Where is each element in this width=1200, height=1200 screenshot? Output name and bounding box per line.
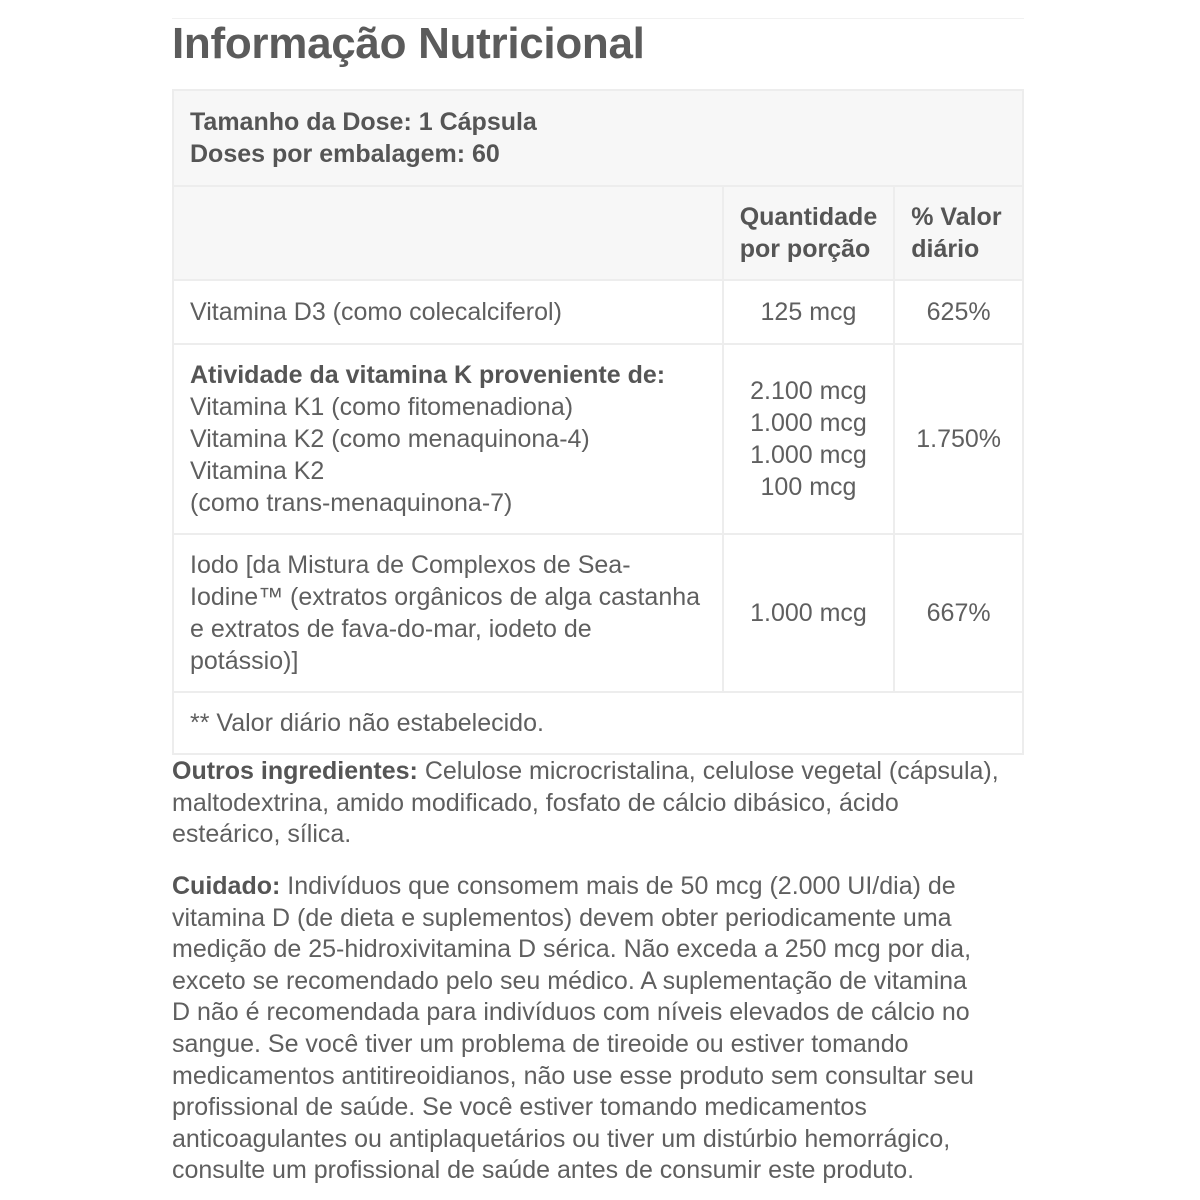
caution-text: anticoagulantes ou antiplaquetários ou tiver um distúrbio hemorrágico, [172,1124,951,1153]
nutrient-daily-value: 667% [894,534,1023,692]
nutrient-daily-value: 1.750% [894,344,1023,534]
caution-text: Indivíduos que consomem mais de 50 mcg (2.000 UI/dia) de [280,872,956,900]
header-daily-value [894,186,1023,280]
nutrient-line: Iodo [da Mistura de Complexos de Sea- [190,551,631,579]
nutrient-line: Iodine™ (extratos orgânicos de alga castanha [190,583,701,611]
nutrient-line: potássio)] [190,647,299,675]
nutrient-daily-value: 625% [894,280,1023,344]
footnote: ** Valor diário não estabelecido. [173,692,1023,754]
caution-text: consulte um profissional de saúde antes de consumir este produto. [172,1156,915,1185]
nutrient-line: Vitamina K2 (como menaquinona-4) [190,425,590,453]
nutrient-name: Vitamina D3 (como colecalciferol) [173,280,723,344]
nutrition-facts-table [172,89,1024,755]
table-footnote-row [173,692,1023,754]
nutrient-line: Vitamina K2 [190,457,325,485]
header-daily-value-line-2: diário [911,235,980,263]
table-header-row [173,186,1023,280]
nutrient-group-heading: Atividade da vitamina K proveniente de: [190,361,666,389]
nutrient-line: e extratos de fava-do-mar, iodeto de [190,615,592,643]
other-ingredients-text: esteárico, sílica. [172,820,352,849]
caution-label: Cuidado: [172,872,281,900]
header-quantity-line-1: Quantidade [739,203,878,231]
nutrient-line: Vitamina K1 (como fitomenadiona) [190,393,574,421]
page-title: Informação Nutricional [172,19,645,68]
quantity-line: 2.100 mcg [750,377,867,405]
header-daily-value-line-1: % Valor [911,203,1002,231]
caution-text: profissional de saúde. Se você estiver tomando medicamentos [172,1093,867,1122]
caution-text: vitamina D (de dieta e suplementos) devem obter periodicamente uma [172,903,952,932]
caution-text: sangue. Se você tiver um problema de tireoide ou estiver tomando [172,1029,909,1058]
table-row-iodine [173,534,1023,692]
header-quantity-line-2: por porção [739,235,871,263]
quantity-line: 100 mcg [760,473,857,501]
caution-text: medicamentos antitireoidianos, não use esse produto sem consultar seu [172,1061,974,1090]
servings-per-container: Doses por embalagem: 60 [190,140,500,168]
nutrient-name [173,344,723,534]
serving-info-row [173,90,1023,186]
caution-paragraph [172,871,1032,1187]
other-ingredients-text: Celulose microcristalina, celulose vegetal (cápsula), [417,757,999,785]
caution-text: medição de 25-hidroxivitamina D sérica. Não exceda a 250 mcg por dia, [172,935,972,964]
nutrient-quantity: 1.000 mcg [723,534,895,692]
table-row-vitamin-k [173,344,1023,534]
nutrition-page [172,0,1024,1185]
nutrient-quantity [723,344,895,534]
other-ingredients-label: Outros ingredientes: [172,757,418,785]
header-quantity [723,186,895,280]
serving-size: Tamanho da Dose: 1 Cápsula [190,108,537,136]
nutrient-line: (como trans-menaquinona-7) [190,489,513,517]
table-row-vitamin-d3 [173,280,1023,344]
top-divider [172,0,1024,19]
caution-text: D não é recomendada para indivíduos com níveis elevados de cálcio no [172,998,970,1027]
quantity-line: 1.000 mcg [750,409,867,437]
nutrient-quantity: 125 mcg [723,280,895,344]
serving-info-cell [173,90,1023,186]
quantity-line: 1.000 mcg [750,441,867,469]
caution-text: exceto se recomendado pelo seu médico. A suplementação de vitamina [172,966,967,995]
other-ingredients [172,756,1032,851]
header-nutrient [173,186,723,280]
nutrient-name [173,534,723,692]
other-ingredients-text: maltodextrina, amido modificado, fosfato de cálcio dibásico, ácido [172,788,899,817]
